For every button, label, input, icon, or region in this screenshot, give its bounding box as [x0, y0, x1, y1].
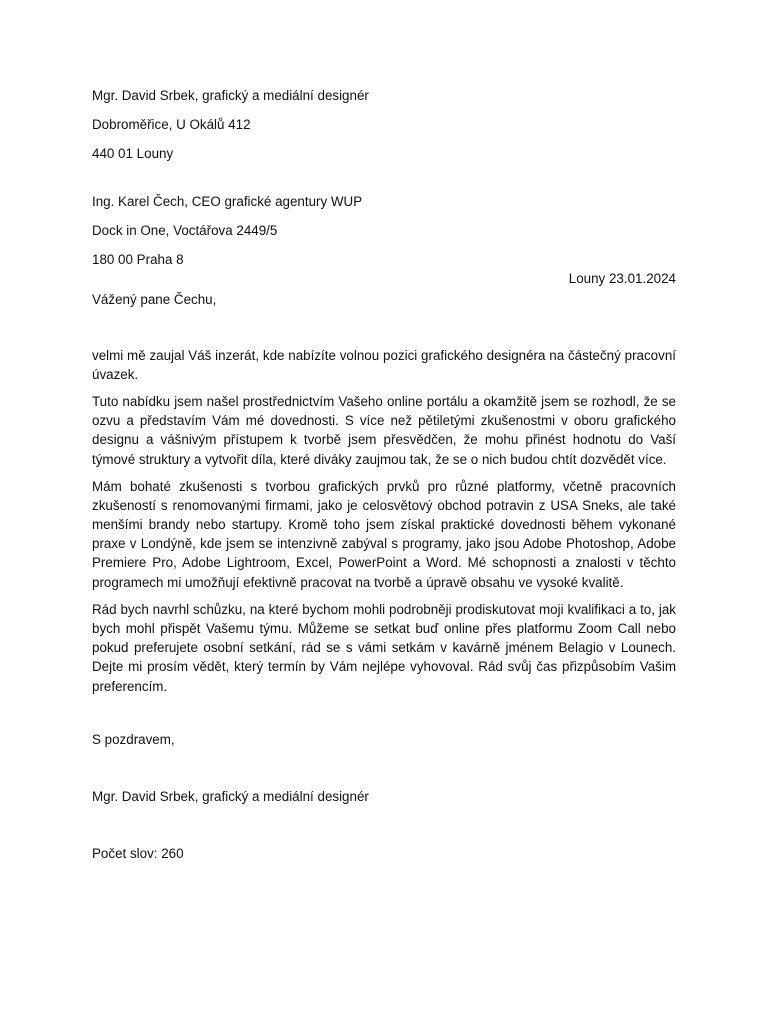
sender-name: Mgr. David Srbek, grafický a mediální designér [92, 88, 369, 103]
sender-block [92, 86, 676, 163]
letter-date: Louny 23.01.2024 [568, 270, 676, 286]
recipient-name: Ing. Karel Čech, CEO grafické agentury WUP [92, 193, 363, 209]
paragraph-intro: velmi mě zaujal Váš inzerát, kde nabízíte volnou pozici grafického designéra na částečný pracovní úvazek. [92, 347, 676, 383]
closing: S pozdravem, [92, 731, 175, 747]
letter-body [92, 86, 676, 863]
paragraph-experience: Mám bohaté zkušenosti s tvorbou grafických prvků pro různé platformy, včetně pracovních zkušeností s renomovanými firmami, jako je celosvětový obchod potravin z USA Sneks, ale také menšími brandy nebo startupy. Kromě toho jsem získal praktické dovednosti během vykonané praxe v Londýně, kde jsem se intenzivně zabýval s programy, jako jsou Adobe Photoshop, Adobe Premiere Pro, Adobe Lightroom, Excel, PowerPoint a Word. Mé schopnosti a znalosti v těchto programech mi umožňují efektivně pracovat na tvorbě a úpravě obsahu ve vysoké kvalitě. [92, 478, 676, 590]
sender-address: Dobroměřice, U Okálů 412 [92, 116, 251, 132]
recipient-city: 180 00 Praha 8 [92, 251, 184, 267]
signature: Mgr. David Srbek, grafický a mediální designér [92, 788, 369, 804]
recipient-block [92, 192, 676, 269]
paragraph-meeting: Rád bych navrhl schůzku, na které bychom mohli podrobněji prodiskutovat moji kvalifikaci a to, jak bych mohl přispět Vašemu týmu. Můžeme se setkat buď online přes platformu Zoom Call nebo pokud preferujete osobní setkání, rád se s vámi setkám v kavárně jménem Belagio v Lounech. Dejte mi prosím vědět, který termín by Vám nejlépe vyhovoval. Rád svůj čas přizpůsobím Vašim preferencím. [92, 601, 676, 694]
paragraph-motivation: Tuto nabídku jsem našel prostřednictvím Vašeho online portálu a okamžitě jsem se rozhodl, že se ozvu a představím Vám mé dovednosti. S více než pětiletými zkušenostmi v oboru grafického designu a vášnivým přístupem k tvorbě jsem přesvědčen, že mohu přinést hodnotu do Vaší týmové struktury a vytvořit díla, které diváky zaujmou tak, že se o nich budou chtít dozvědět více. [92, 394, 676, 467]
recipient-address: Dock in One, Voctářova 2449/5 [92, 222, 278, 238]
word-count: Počet slov: 260 [92, 846, 184, 862]
sender-city: 440 01 Louny [92, 145, 174, 161]
salutation: Vážený pane Čechu, [92, 291, 217, 307]
